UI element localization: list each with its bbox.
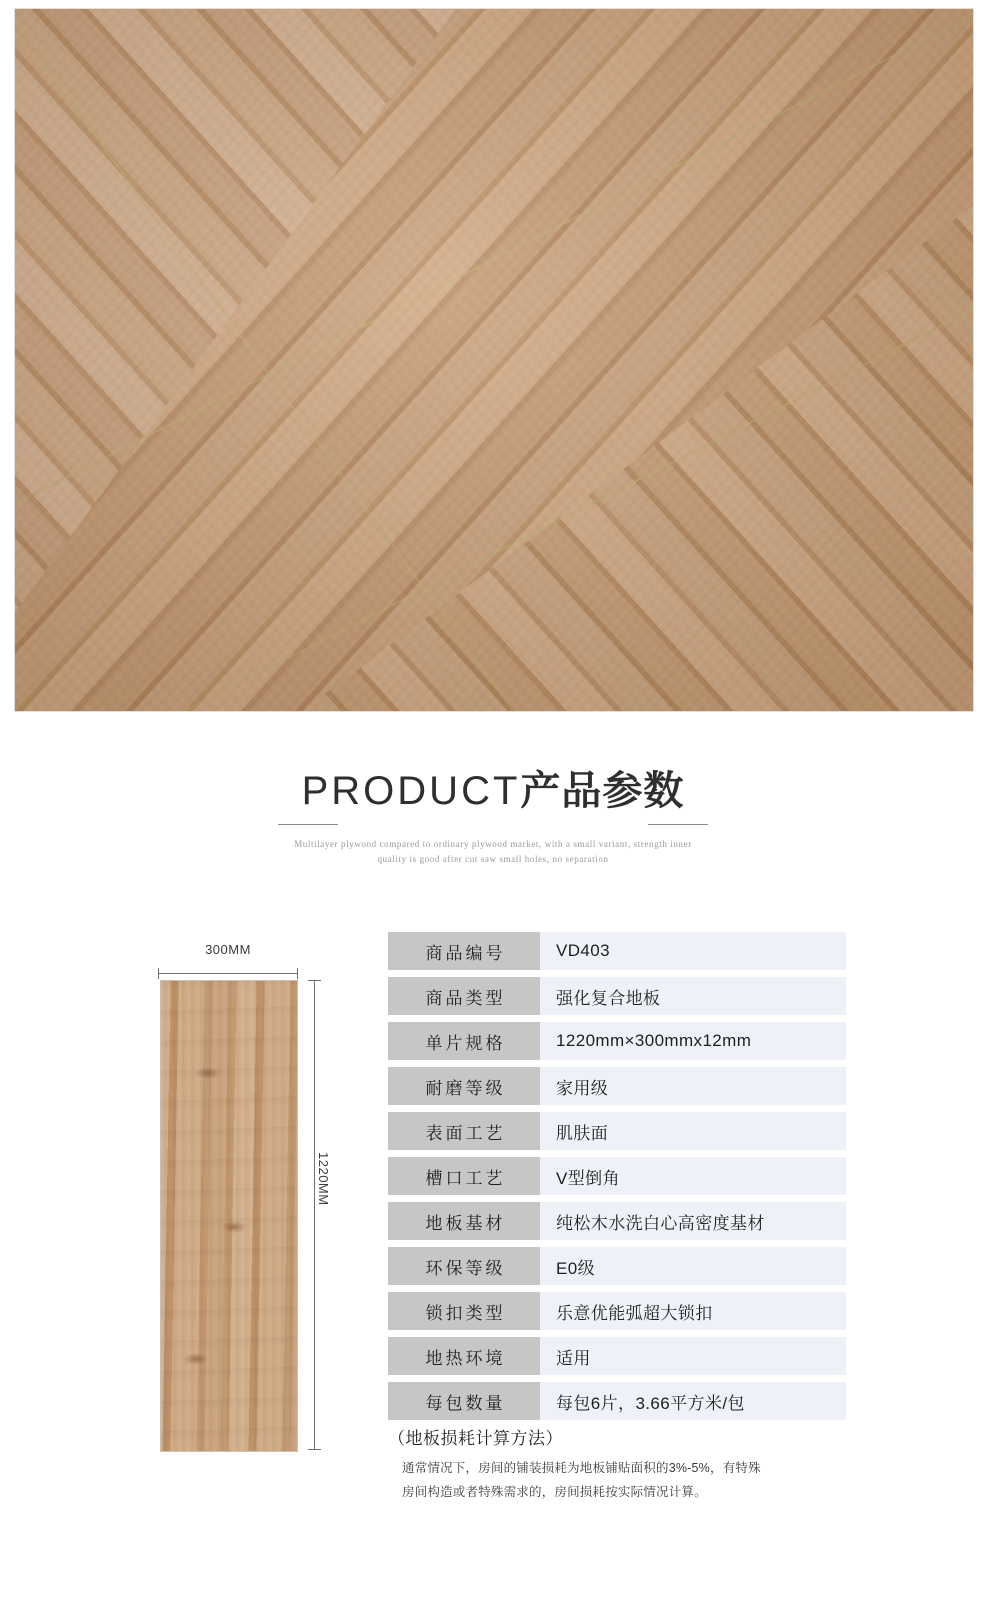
table-row	[388, 1382, 846, 1420]
dimension-cap-bottom	[308, 1449, 321, 1450]
spec-value: 强化复合地板	[540, 977, 846, 1015]
table-row	[388, 932, 846, 970]
loss-calculation-note	[388, 1424, 888, 1505]
wood-knot-2	[221, 1221, 247, 1233]
spec-key: 商品编号	[388, 932, 540, 970]
plank-width-label: 300MM	[205, 942, 251, 957]
page-title	[300, 768, 687, 820]
title-subtitle-line2: quality is good after cut saw small holes, no separation	[377, 854, 609, 865]
note-line-2: 房间构造或者特殊需求的，房间损耗按实际情况计算。	[402, 1484, 707, 1499]
spec-key: 地热环境	[388, 1337, 540, 1375]
spec-key: 单片规格	[388, 1022, 540, 1060]
spec-value: E0级	[540, 1247, 846, 1285]
product-spec-section	[0, 920, 986, 1540]
plank-length-dimension-line	[308, 980, 320, 1450]
note-line-1: 通常情况下，房间的铺装损耗为地板铺贴面积的3%-5%，有特殊	[402, 1461, 761, 1475]
spec-key: 环保等级	[388, 1247, 540, 1285]
hero-image-section	[0, 0, 986, 722]
wood-knot-3	[183, 1353, 209, 1365]
section-title-block	[0, 768, 986, 868]
spec-value: 乐意优能弧超大锁扣	[540, 1292, 846, 1330]
table-row	[388, 1247, 846, 1285]
spec-value: 适用	[540, 1337, 846, 1375]
herringbone-wood-floor-photo	[14, 8, 974, 712]
spec-value: 纯松木水洗白心高密度基材	[540, 1202, 846, 1240]
photo-vignette	[15, 9, 973, 711]
table-row	[388, 1067, 846, 1105]
page-title-english: PRODUCT	[301, 769, 521, 813]
title-subtitle-line1: Multilayer plywood compared to ordinary plywood market, with a small variant, strength inner	[294, 839, 692, 849]
spec-key: 槽口工艺	[388, 1157, 540, 1195]
spec-key: 地板基材	[388, 1202, 540, 1240]
spec-key: 表面工艺	[388, 1112, 540, 1150]
note-title: （地板损耗计算方法）	[388, 1429, 563, 1448]
spec-value: V型倒角	[540, 1157, 846, 1195]
table-row	[388, 1337, 846, 1375]
spec-key: 商品类型	[388, 977, 540, 1015]
spec-value: 肌肤面	[540, 1112, 846, 1150]
spec-value: VD403	[540, 932, 846, 970]
spec-table	[388, 932, 846, 1427]
dimension-line-horizontal	[158, 973, 298, 974]
plank-dimension-illustration	[120, 942, 370, 1462]
dimension-line-vertical	[314, 980, 315, 1450]
plank-sample-image	[160, 980, 298, 1452]
plank-length-label: 1220MM	[316, 1152, 331, 1206]
table-row	[388, 1112, 846, 1150]
spec-key: 锁扣类型	[388, 1292, 540, 1330]
table-row	[388, 1157, 846, 1195]
spec-key: 每包数量	[388, 1382, 540, 1420]
wood-knot-1	[195, 1067, 221, 1079]
table-row	[388, 977, 846, 1015]
table-row	[388, 1292, 846, 1330]
spec-value: 每包6片，3.66平方米/包	[540, 1382, 846, 1420]
plank-grain-overlay	[161, 981, 297, 1451]
table-row	[388, 1202, 846, 1240]
dimension-cap-right	[297, 968, 298, 979]
plank-width-dimension-line	[158, 968, 298, 978]
title-divider-rules	[278, 824, 708, 825]
spec-value: 1220mm×300mmx12mm	[540, 1022, 846, 1060]
table-row	[388, 1022, 846, 1060]
spec-value: 家用级	[540, 1067, 846, 1105]
title-subtitle	[0, 837, 986, 868]
page-title-chinese: 产品参数	[520, 769, 685, 813]
spec-key: 耐磨等级	[388, 1067, 540, 1105]
